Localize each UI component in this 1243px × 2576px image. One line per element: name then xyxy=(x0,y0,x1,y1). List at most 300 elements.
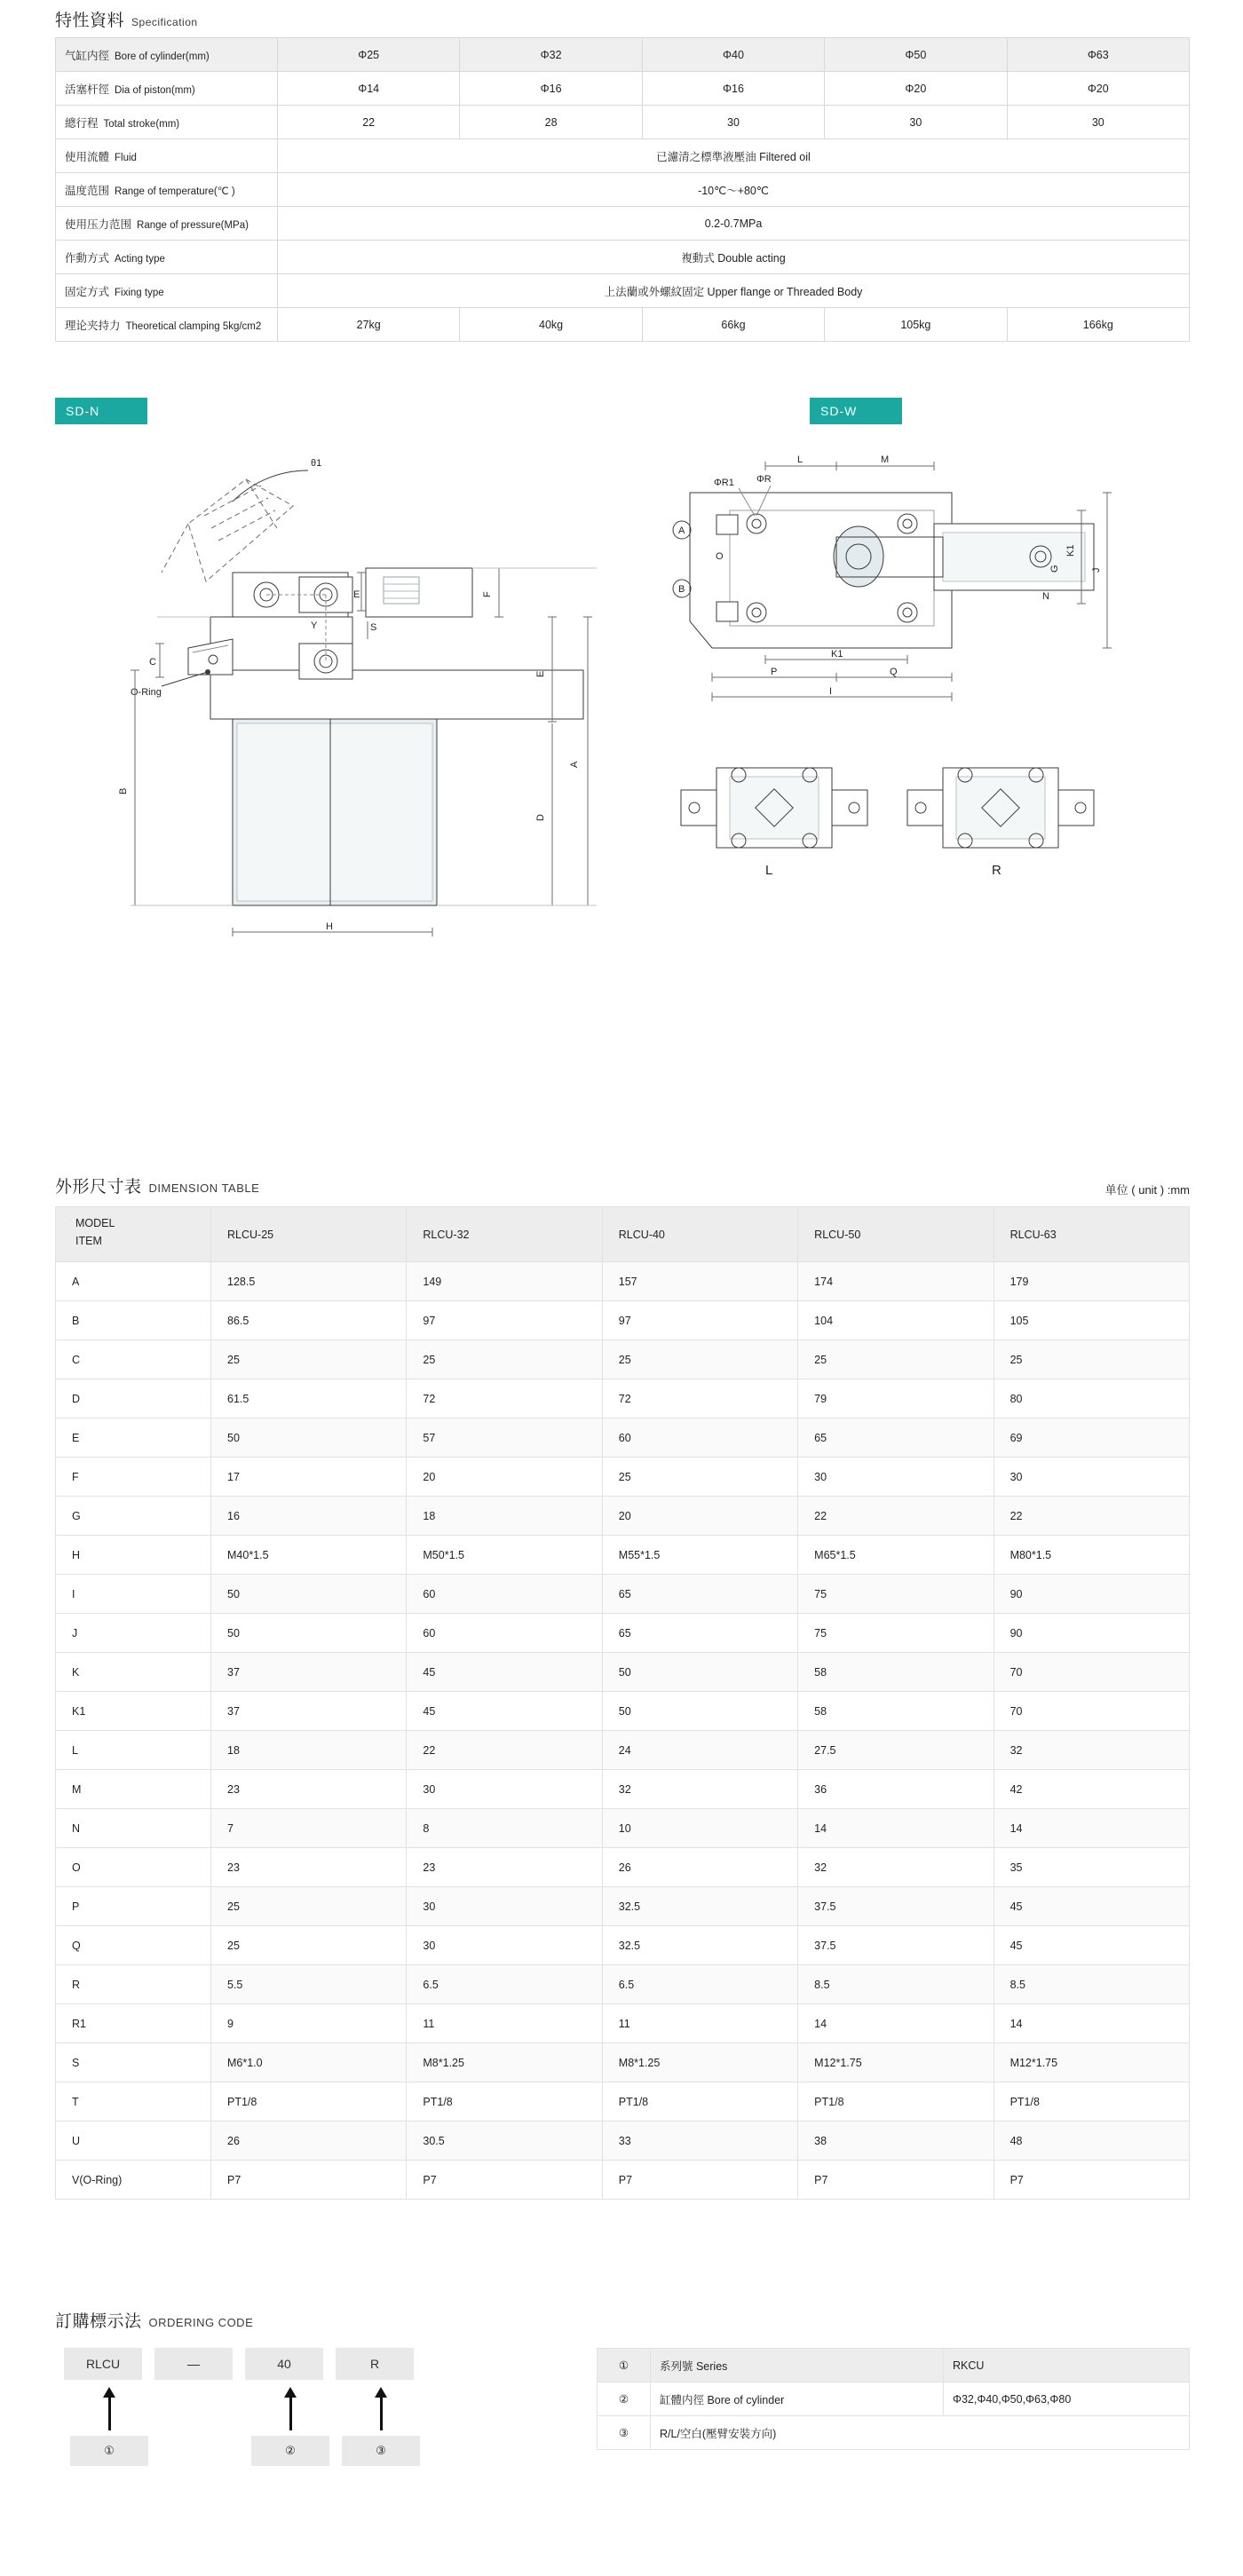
table-row xyxy=(56,1614,1190,1653)
dimension-row-label: T xyxy=(56,2082,211,2122)
svg-text:A: A xyxy=(678,525,685,536)
dimension-cell: 14 xyxy=(994,2004,1189,2043)
spec-cell-merged: 已濾清之標準液壓油 Filtered oil xyxy=(278,139,1190,173)
dimension-table-body xyxy=(56,1262,1190,2200)
svg-text:ΦR: ΦR xyxy=(756,474,772,485)
spec-row-label xyxy=(56,173,278,207)
dimension-cell: PT1/8 xyxy=(798,2082,994,2122)
marker-2: ② xyxy=(251,2436,329,2466)
dimension-cell: 58 xyxy=(798,1692,994,1731)
dimension-cell: M8*1.25 xyxy=(407,2043,602,2082)
specification-title-en: Specification xyxy=(131,16,198,28)
svg-text:K1: K1 xyxy=(1065,544,1076,557)
dimension-cell: 72 xyxy=(407,1379,602,1418)
legend-key: 缸體内徑 Bore of cylinder xyxy=(651,2382,944,2416)
dimension-title-en: DIMENSION TABLE xyxy=(148,1181,260,1195)
specification-title-cn: 特性資料 xyxy=(55,12,125,30)
dimension-model-label: MODEL xyxy=(75,1217,115,1229)
dimension-cell: M40*1.5 xyxy=(211,1536,407,1575)
ordering-arrows xyxy=(64,2387,588,2466)
dimension-cell: 11 xyxy=(407,2004,602,2043)
dimension-cell: 30 xyxy=(407,1926,602,1965)
dimension-cell: 25 xyxy=(798,1340,994,1379)
marker-1: ① xyxy=(70,2436,148,2466)
spec-label-cn: 气缸内徑 xyxy=(65,49,110,62)
dimension-cell: 32.5 xyxy=(602,1926,797,1965)
legend-key: 系列號 Series xyxy=(651,2349,944,2382)
dimension-cell: 6.5 xyxy=(602,1965,797,2004)
dimension-cell: 179 xyxy=(994,1262,1189,1301)
spec-cell-merged: -10℃～+80℃ xyxy=(278,173,1190,207)
dimension-cell: 10 xyxy=(602,1809,797,1848)
spec-row-label xyxy=(56,38,278,72)
dimension-row-label: P xyxy=(56,1887,211,1926)
spec-row-label xyxy=(56,308,278,342)
table-row xyxy=(56,2082,1190,2122)
dimension-cell: 38 xyxy=(798,2122,994,2161)
svg-text:B: B xyxy=(118,787,129,794)
dimension-cell: 79 xyxy=(798,1379,994,1418)
dimension-cell: 35 xyxy=(994,1848,1189,1887)
table-row xyxy=(56,1575,1190,1614)
dimension-cell: 33 xyxy=(602,2122,797,2161)
dimension-row-label: L xyxy=(56,1731,211,1770)
tag-sd-w: SD-W xyxy=(810,398,902,424)
dimension-cell: 8.5 xyxy=(994,1965,1189,2004)
dimension-cell: 37 xyxy=(211,1692,407,1731)
svg-text:L: L xyxy=(765,863,773,878)
specification-title xyxy=(55,7,1190,31)
dimension-row-label: U xyxy=(56,2122,211,2161)
dimension-cell: P7 xyxy=(798,2161,994,2200)
svg-text:K1: K1 xyxy=(831,649,843,660)
table-row xyxy=(56,38,1190,72)
table-header-row xyxy=(56,1207,1190,1262)
spec-label-en: Fixing type xyxy=(115,287,164,298)
table-row xyxy=(56,1262,1190,1301)
dimension-cell: M65*1.5 xyxy=(798,1536,994,1575)
drawing-right xyxy=(673,454,1112,878)
dimension-cell: 45 xyxy=(994,1887,1189,1926)
legend-number: ③ xyxy=(598,2416,651,2450)
table-row xyxy=(56,2043,1190,2082)
table-row xyxy=(56,173,1190,207)
dimension-cell: 65 xyxy=(602,1575,797,1614)
dimension-cell: M80*1.5 xyxy=(994,1536,1189,1575)
spec-label-en: Total stroke(mm) xyxy=(103,118,180,130)
table-row xyxy=(56,1809,1190,1848)
table-row xyxy=(56,1301,1190,1340)
dimension-cell: 14 xyxy=(798,1809,994,1848)
dimension-cell: 25 xyxy=(407,1340,602,1379)
spec-label-en: Range of temperature(℃ ) xyxy=(115,186,235,197)
dimension-cell: 50 xyxy=(211,1575,407,1614)
dimension-cell: 5.5 xyxy=(211,1965,407,2004)
spec-label-cn: 總行程 xyxy=(65,116,99,130)
spec-row-label xyxy=(56,207,278,241)
svg-text:Q: Q xyxy=(890,667,898,677)
dimension-cell: M8*1.25 xyxy=(602,2043,797,2082)
dimension-cell: 23 xyxy=(211,1770,407,1809)
legend-number: ② xyxy=(598,2382,651,2416)
svg-text:O-Ring: O-Ring xyxy=(131,687,162,698)
dimension-cell: 25 xyxy=(211,1340,407,1379)
table-row xyxy=(598,2349,1190,2382)
dimension-cell: 70 xyxy=(994,1692,1189,1731)
dimension-cell: 14 xyxy=(798,2004,994,2043)
svg-text:J: J xyxy=(1091,567,1102,573)
table-row xyxy=(56,1965,1190,2004)
dimension-cell: 23 xyxy=(211,1848,407,1887)
table-row xyxy=(56,308,1190,342)
table-row xyxy=(56,1731,1190,1770)
ordering-code-diagram xyxy=(55,2348,588,2499)
spec-cell: 28 xyxy=(460,106,642,139)
dimension-cell: M6*1.0 xyxy=(211,2043,407,2082)
table-row xyxy=(56,2161,1190,2200)
dimension-row-label: Q xyxy=(56,1926,211,1965)
table-row xyxy=(56,1653,1190,1692)
spec-label-cn: 使用压力范围 xyxy=(65,217,132,231)
code-bore-box[interactable]: 40 xyxy=(245,2348,323,2380)
arrow-stem xyxy=(108,2397,111,2430)
spec-label-cn: 温度范围 xyxy=(65,184,110,197)
spec-cell: Φ14 xyxy=(278,72,460,106)
dimension-cell: 20 xyxy=(407,1458,602,1497)
spec-cell: 27kg xyxy=(278,308,460,342)
dimension-cell: 50 xyxy=(602,1692,797,1731)
dimension-column-header: RLCU-32 xyxy=(407,1207,602,1262)
dimension-row-label: G xyxy=(56,1497,211,1536)
svg-text:A: A xyxy=(569,761,580,768)
dimension-row-label: A xyxy=(56,1262,211,1301)
table-row xyxy=(56,106,1190,139)
dimension-cell: 22 xyxy=(407,1731,602,1770)
svg-text:G: G xyxy=(1049,565,1060,573)
spec-row-label xyxy=(56,241,278,274)
dimension-cell: 97 xyxy=(602,1301,797,1340)
dimension-cell: 30 xyxy=(407,1887,602,1926)
svg-text:D: D xyxy=(535,814,546,821)
dimension-item-label: ITEM xyxy=(75,1235,102,1247)
dimension-cell: 25 xyxy=(211,1887,407,1926)
table-row xyxy=(56,2004,1190,2043)
dimension-cell: 30 xyxy=(798,1458,994,1497)
dimension-column-header: RLCU-63 xyxy=(994,1207,1189,1262)
table-row xyxy=(56,1458,1190,1497)
spec-row-label xyxy=(56,274,278,308)
code-direction-box[interactable]: R xyxy=(336,2348,414,2380)
dimension-cell: 50 xyxy=(602,1653,797,1692)
dimension-cell: 69 xyxy=(994,1418,1189,1458)
dimension-cell: 50 xyxy=(211,1418,407,1458)
dimension-cell: 45 xyxy=(407,1653,602,1692)
svg-text:θ1: θ1 xyxy=(311,458,322,469)
dimension-row-label: E xyxy=(56,1418,211,1458)
dimension-row-label: K1 xyxy=(56,1692,211,1731)
dimension-row-label: R1 xyxy=(56,2004,211,2043)
svg-text:Y: Y xyxy=(311,620,318,631)
drawing-left xyxy=(118,458,597,936)
drawing-svg xyxy=(55,439,1190,1141)
dimension-cell: 26 xyxy=(602,1848,797,1887)
table-row xyxy=(56,1848,1190,1887)
table-row xyxy=(56,1340,1190,1379)
dimension-cell: 17 xyxy=(211,1458,407,1497)
dimension-cell: 18 xyxy=(211,1731,407,1770)
dimension-cell: P7 xyxy=(602,2161,797,2200)
dimension-cell: M50*1.5 xyxy=(407,1536,602,1575)
dimension-row-label: F xyxy=(56,1458,211,1497)
legend-value: RKCU xyxy=(944,2349,1190,2382)
dimension-cell: 60 xyxy=(602,1418,797,1458)
table-row xyxy=(56,1536,1190,1575)
dimension-cell: 24 xyxy=(602,1731,797,1770)
dimension-row-label: I xyxy=(56,1575,211,1614)
svg-text:N: N xyxy=(1042,591,1049,602)
svg-text:P: P xyxy=(771,667,778,677)
svg-text:C: C xyxy=(149,657,156,668)
spec-cell: Φ32 xyxy=(460,38,642,72)
dimension-cell: 65 xyxy=(798,1418,994,1458)
dimension-cell: 65 xyxy=(602,1614,797,1653)
dimension-cell: 36 xyxy=(798,1770,994,1809)
table-row xyxy=(56,1770,1190,1809)
legend-value: Φ32,Φ40,Φ50,Φ63,Φ80 xyxy=(944,2382,1190,2416)
svg-text:I: I xyxy=(829,686,833,697)
dimension-cell: 37 xyxy=(211,1653,407,1692)
spec-cell: 40kg xyxy=(460,308,642,342)
spec-cell: Φ20 xyxy=(1007,72,1189,106)
table-row xyxy=(56,207,1190,241)
arrow-group-2 xyxy=(245,2387,336,2466)
svg-text:L: L xyxy=(797,454,804,465)
spec-cell: Φ16 xyxy=(460,72,642,106)
table-row xyxy=(598,2416,1190,2450)
dimension-cell: 30 xyxy=(407,1770,602,1809)
dimension-cell: P7 xyxy=(994,2161,1189,2200)
dimension-cell: 75 xyxy=(798,1614,994,1653)
dimension-cell: PT1/8 xyxy=(994,2082,1189,2122)
arrow-group-1 xyxy=(64,2387,154,2466)
dimension-cell: 48 xyxy=(994,2122,1189,2161)
svg-text:H: H xyxy=(326,921,333,932)
specification-table xyxy=(55,37,1190,342)
table-row xyxy=(56,1418,1190,1458)
dimension-cell: M55*1.5 xyxy=(602,1536,797,1575)
spec-label-cn: 活塞杆徑 xyxy=(65,83,110,96)
dimension-cell: 37.5 xyxy=(798,1926,994,1965)
spec-label-en: Range of pressure(MPa) xyxy=(137,219,249,231)
table-row xyxy=(56,241,1190,274)
spec-row-label xyxy=(56,139,278,173)
spec-cell: 105kg xyxy=(825,308,1007,342)
dimension-column-header: RLCU-50 xyxy=(798,1207,994,1262)
dimension-cell: P7 xyxy=(211,2161,407,2200)
ordering-title xyxy=(55,2308,1190,2332)
svg-text:M: M xyxy=(881,454,890,465)
svg-text:B: B xyxy=(678,584,685,595)
dimension-cell: PT1/8 xyxy=(602,2082,797,2122)
dimension-cell: 30 xyxy=(994,1458,1189,1497)
dimension-cell: 23 xyxy=(407,1848,602,1887)
svg-text:F: F xyxy=(482,591,493,597)
dimension-row-label: V(O-Ring) xyxy=(56,2161,211,2200)
spec-label-cn: 使用流體 xyxy=(65,150,110,163)
svg-text:R: R xyxy=(992,863,1002,878)
dimension-cell: 50 xyxy=(211,1614,407,1653)
dimension-title-cn: 外形尺寸表 xyxy=(55,1178,142,1197)
dimension-cell: 174 xyxy=(798,1262,994,1301)
spec-cell: Φ20 xyxy=(825,72,1007,106)
svg-text:O: O xyxy=(716,551,724,562)
spec-label-en: Bore of cylinder(mm) xyxy=(115,51,210,62)
table-row xyxy=(56,1692,1190,1731)
dimension-cell: 14 xyxy=(994,1809,1189,1848)
dimension-cell: 60 xyxy=(407,1614,602,1653)
technical-drawings xyxy=(55,439,1190,1141)
spec-cell: Φ63 xyxy=(1007,38,1189,72)
code-dash-box: — xyxy=(154,2348,233,2380)
spec-cell: 30 xyxy=(825,106,1007,139)
dimension-cell: 157 xyxy=(602,1262,797,1301)
dimension-cell: 26 xyxy=(211,2122,407,2161)
dimension-cell: 60 xyxy=(407,1575,602,1614)
spec-label-cn: 理论夹持力 xyxy=(65,319,121,332)
ordering-code-row xyxy=(64,2348,588,2380)
dimension-cell: M12*1.75 xyxy=(798,2043,994,2082)
dimension-unit: 单位 ( unit ) :mm xyxy=(1104,1183,1190,1197)
dimension-row-label: N xyxy=(56,1809,211,1848)
dimension-cell: 149 xyxy=(407,1262,602,1301)
dimension-row-label: C xyxy=(56,1340,211,1379)
dimension-section xyxy=(55,1173,1190,2200)
spec-cell: 166kg xyxy=(1007,308,1189,342)
dimension-cell: 11 xyxy=(602,2004,797,2043)
spec-cell: 30 xyxy=(642,106,824,139)
dimension-cell: 86.5 xyxy=(211,1301,407,1340)
dimension-cell: 8.5 xyxy=(798,1965,994,2004)
dimension-cell: 30.5 xyxy=(407,2122,602,2161)
dimension-cell: 25 xyxy=(994,1340,1189,1379)
svg-text:E: E xyxy=(535,670,546,677)
spec-cell: Φ40 xyxy=(642,38,824,72)
dimension-cell: 80 xyxy=(994,1379,1189,1418)
dimension-cell: 27.5 xyxy=(798,1731,994,1770)
code-series-box[interactable]: RLCU xyxy=(64,2348,142,2380)
arrow-group-3 xyxy=(336,2387,426,2466)
dimension-cell: M12*1.75 xyxy=(994,2043,1189,2082)
dimension-cell: 8 xyxy=(407,1809,602,1848)
spec-label-cn: 作動方式 xyxy=(65,251,110,265)
dimension-cell: 6.5 xyxy=(407,1965,602,2004)
table-row xyxy=(56,72,1190,106)
legend-key: R/L/空白(壓臂安裝方向) xyxy=(651,2416,1190,2450)
spec-cell: 22 xyxy=(278,106,460,139)
dimension-cell: 32 xyxy=(602,1770,797,1809)
dimension-cell: 32.5 xyxy=(602,1887,797,1926)
dimension-cell: 70 xyxy=(994,1653,1189,1692)
ordering-title-en: ORDERING CODE xyxy=(148,2316,254,2329)
dimension-cell: 61.5 xyxy=(211,1379,407,1418)
arrow-stem xyxy=(380,2397,383,2430)
table-row xyxy=(598,2382,1190,2416)
dimension-cell: 72 xyxy=(602,1379,797,1418)
marker-3: ③ xyxy=(342,2436,420,2466)
dimension-cell: 18 xyxy=(407,1497,602,1536)
dimension-row-label: B xyxy=(56,1301,211,1340)
dimension-row-label: H xyxy=(56,1536,211,1575)
table-row xyxy=(56,1926,1190,1965)
svg-text:S: S xyxy=(370,622,377,633)
dimension-row-label: K xyxy=(56,1653,211,1692)
dimension-cell: 9 xyxy=(211,2004,407,2043)
spec-cell: Φ25 xyxy=(278,38,460,72)
dimension-cell: 97 xyxy=(407,1301,602,1340)
spec-cell-merged: 0.2-0.7MPa xyxy=(278,207,1190,241)
spec-cell: Φ50 xyxy=(825,38,1007,72)
dimension-cell: 37.5 xyxy=(798,1887,994,1926)
dimension-row-label: S xyxy=(56,2043,211,2082)
spec-cell-merged: 複動式 Double acting xyxy=(278,241,1190,274)
svg-text:E: E xyxy=(353,589,360,600)
spec-label-en: Acting type xyxy=(115,253,165,265)
dimension-cell: 45 xyxy=(994,1926,1189,1965)
dimension-cell: 90 xyxy=(994,1575,1189,1614)
dimension-cell: 22 xyxy=(994,1497,1189,1536)
dimension-table xyxy=(55,1206,1190,2200)
dimension-cell: 32 xyxy=(798,1848,994,1887)
table-row xyxy=(56,1887,1190,1926)
spec-row-label xyxy=(56,72,278,106)
ordering-title-cn: 訂購標示法 xyxy=(55,2312,142,2331)
ordering-legend-table xyxy=(597,2348,1190,2450)
dimension-header xyxy=(55,1173,1190,1197)
spec-label-en: Theoretical clamping 5kg/cm2 xyxy=(125,320,262,332)
table-row xyxy=(56,139,1190,173)
dimension-row-label: D xyxy=(56,1379,211,1418)
dimension-title xyxy=(55,1173,259,1197)
dimension-cell: PT1/8 xyxy=(407,2082,602,2122)
dimension-column-header: RLCU-25 xyxy=(211,1207,407,1262)
tag-sd-n: SD-N xyxy=(55,398,147,424)
spec-cell: Φ16 xyxy=(642,72,824,106)
table-row xyxy=(56,2122,1190,2161)
dimension-cell: 75 xyxy=(798,1575,994,1614)
dimension-row-label: O xyxy=(56,1848,211,1887)
svg-text:ΦR1: ΦR1 xyxy=(714,478,734,488)
table-row xyxy=(56,1497,1190,1536)
dimension-column-header: RLCU-40 xyxy=(602,1207,797,1262)
dimension-cell: 105 xyxy=(994,1301,1189,1340)
dimension-cell: 25 xyxy=(211,1926,407,1965)
dimension-cell: 45 xyxy=(407,1692,602,1731)
dimension-cell: 16 xyxy=(211,1497,407,1536)
dimension-model-item-cell xyxy=(56,1207,211,1262)
table-row xyxy=(56,1379,1190,1418)
dimension-row-label: R xyxy=(56,1965,211,2004)
spec-cell: 66kg xyxy=(642,308,824,342)
dimension-cell: 90 xyxy=(994,1614,1189,1653)
dimension-cell: 25 xyxy=(602,1458,797,1497)
dimension-cell: 104 xyxy=(798,1301,994,1340)
dimension-row-label: M xyxy=(56,1770,211,1809)
spec-label-en: Fluid xyxy=(115,152,137,163)
dimension-cell: 32 xyxy=(994,1731,1189,1770)
spec-label-en: Dia of piston(mm) xyxy=(115,84,195,96)
spec-label-cn: 固定方式 xyxy=(65,285,110,298)
ordering-legend xyxy=(597,2348,1190,2499)
